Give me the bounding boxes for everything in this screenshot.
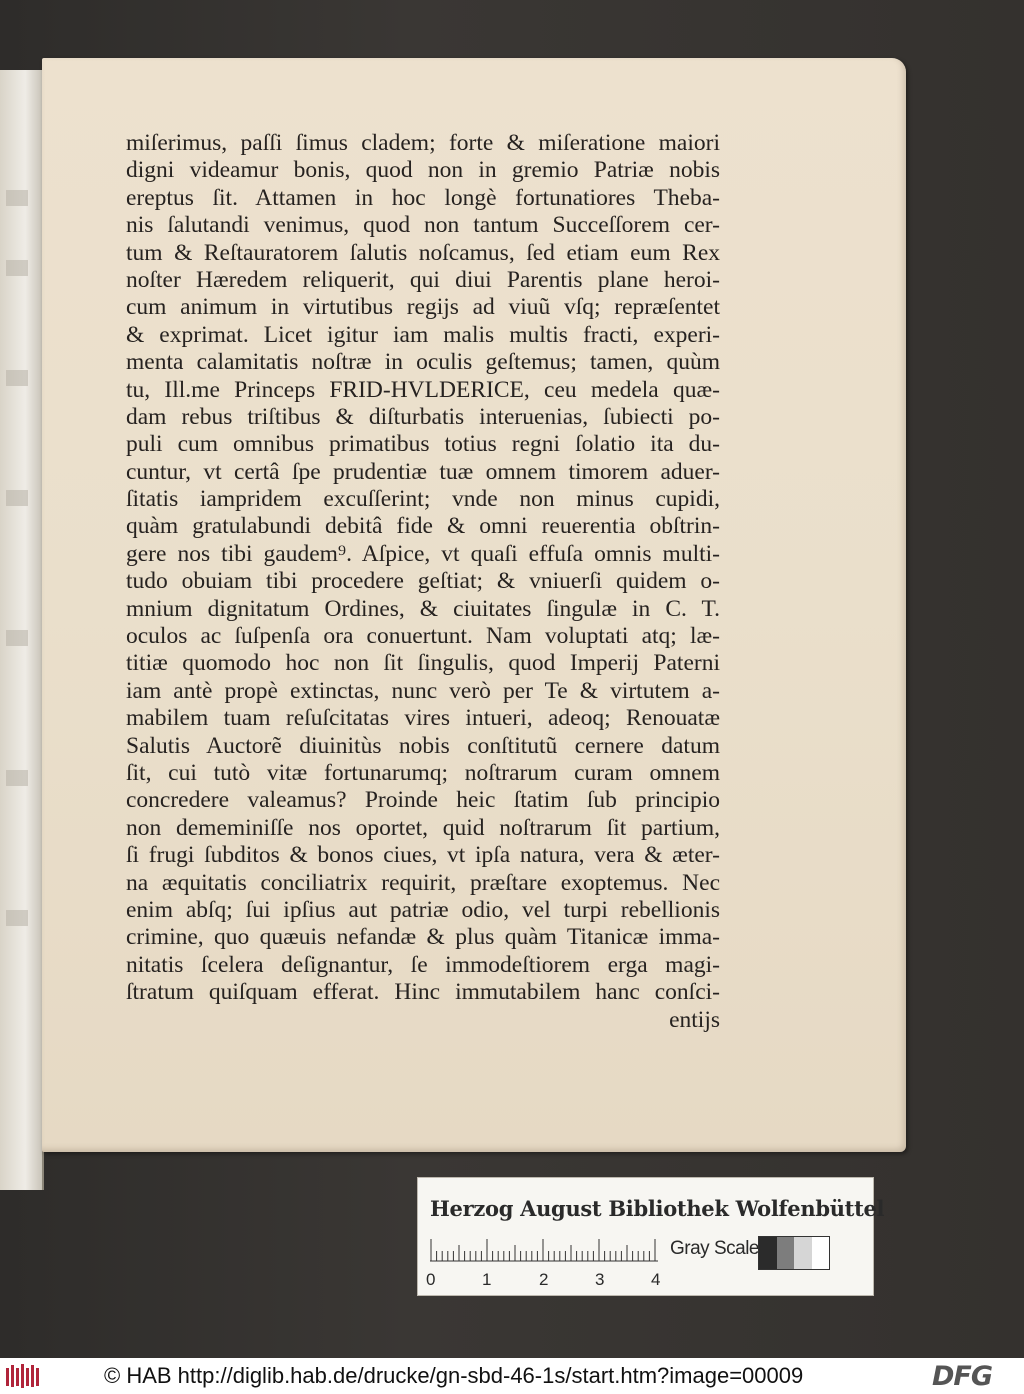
catchword: entijs	[669, 1006, 720, 1033]
ruler-number: 4	[651, 1270, 661, 1289]
ruler-number: 0	[426, 1270, 436, 1289]
text-line: enim abſq; ſui ipſius aut patriæ odio, vel turpi rebellionis	[126, 896, 720, 923]
page-text	[126, 130, 720, 1034]
hab-logo-icon	[4, 1362, 44, 1390]
text-line: & exprimat. Licet igitur iam malis multis fracti, experi-	[126, 321, 720, 348]
text-line: ſit, cui tutò vitæ fortunarumq; noſtrarum curam omnem	[126, 759, 720, 786]
library-color-card	[417, 1177, 885, 1296]
gray-scale-label: Gray Scale	[670, 1238, 759, 1259]
gray-swatch	[759, 1237, 777, 1269]
text-line: na æquitatis conciliatrix requirit, præſtare exoptemus. Nec	[126, 869, 720, 896]
text-line: menta calamitatis noſtræ in oculis geſtemus; tamen, quùm	[126, 349, 720, 376]
ruler-number: 2	[539, 1270, 549, 1289]
gray-scale-swatches	[758, 1236, 830, 1270]
footer-bar	[0, 1358, 1024, 1394]
text-line: cum animum in virtutibus regijs ad viuũ vſq; repræſentet	[126, 294, 720, 321]
ruler-numbers	[426, 1270, 666, 1290]
text-line: tu, Ill.me Princeps FRID-HVLDERICE, ceu medela quæ-	[126, 376, 720, 403]
text-line: iam antè propè extinctas, nunc verò per Te & virtutem a-	[126, 677, 720, 704]
text-line: mabilem tuam reſuſcitatas vires intueri, adeoq; Renouatæ	[126, 705, 720, 732]
text-line: nitatis ſcelera deſignantur, ſe immodeſtiorem erga magi-	[126, 951, 720, 978]
text-line: cuntur, vt certâ ſpe prudentiæ tuæ omnem timorem aduer-	[126, 458, 720, 485]
text-line: ſi frugi ſubditos & bonos ciues, vt ipſa natura, vera & æter-	[126, 842, 720, 869]
text-line: gere nos tibi gaudem⁹. Aſpice, vt quaſi effuſa omnis multi-	[126, 540, 720, 567]
text-line: crimine, quo quæuis nefandæ & plus quàm Titanicæ imma-	[126, 924, 720, 951]
text-line: miſerimus, paſſi ſimus cladem; forte & miſeratione maiori	[126, 130, 720, 156]
text-line: non dememiniſſe nos oportet, quid noſtrarum ſit partium,	[126, 814, 720, 841]
text-line: noſter Hæredem reliquerit, qui diui Parentis plane heroi-	[126, 266, 720, 293]
text-line: Salutis Auctorẽ diuinitùs nobis conſtitutũ cernere datum	[126, 732, 720, 759]
library-name: Herzog August Bibliothek Wolfenbüttel	[430, 1196, 885, 1221]
gray-swatch	[794, 1237, 812, 1269]
previous-page-edge	[0, 70, 44, 1190]
footer-credit-link[interactable]: © HAB http://diglib.hab.de/drucke/gn-sbd-46-1s/start.htm?image=00009	[104, 1363, 804, 1388]
dfg-logo: DFG	[932, 1361, 993, 1392]
text-line: oculos ac ſuſpenſa ora conuertunt. Nam voluptati atq; læ-	[126, 623, 720, 650]
text-line: digni videamur bonis, quod non in gremio Patriæ nobis	[126, 157, 720, 184]
ruler-number: 1	[482, 1270, 492, 1289]
text-line: tudo obuiam tibi procedere geſtiat; & vniuerſi quidem o-	[126, 568, 720, 595]
text-line: mnium dignitatum Ordines, & ciuitates ſingulæ in C. T.	[126, 595, 720, 622]
text-line: tum & Reſtauratorem ſalutis noſcamus, ſed etiam eum Rex	[126, 239, 720, 266]
text-line: ereptus ſit. Attamen in hoc longè fortunatiores Theba-	[126, 184, 720, 211]
text-line: puli cum omnibus primatibus totius regni ſolatio ita du-	[126, 431, 720, 458]
text-line: ſtratum quiſquam efferat. Hinc immutabilem hanc conſci-	[126, 979, 720, 1006]
text-line: quàm gratulabundi debitâ fide & omni reuerentia obſtrin-	[126, 513, 720, 540]
text-line: dam rebus triſtibus & diſturbatis interuenias, ſubiecti po-	[126, 403, 720, 430]
ruler-scale	[430, 1236, 660, 1262]
ruler-number: 3	[595, 1270, 605, 1289]
text-line: nis ſalutandi venimus, quod non tantum Succeſſorem cer-	[126, 212, 720, 239]
gray-swatch	[777, 1237, 795, 1269]
text-line: ſitatis iampridem excuſſerint; vnde non minus cupidi,	[126, 486, 720, 513]
text-line: concredere valeamus? Proinde heic ſtatim ſub principio	[126, 787, 720, 814]
text-line: titiæ quomodo hoc non ſit ſingulis, quod Imperij Paterni	[126, 650, 720, 677]
gray-swatch	[812, 1237, 830, 1269]
book-page	[42, 58, 906, 1152]
